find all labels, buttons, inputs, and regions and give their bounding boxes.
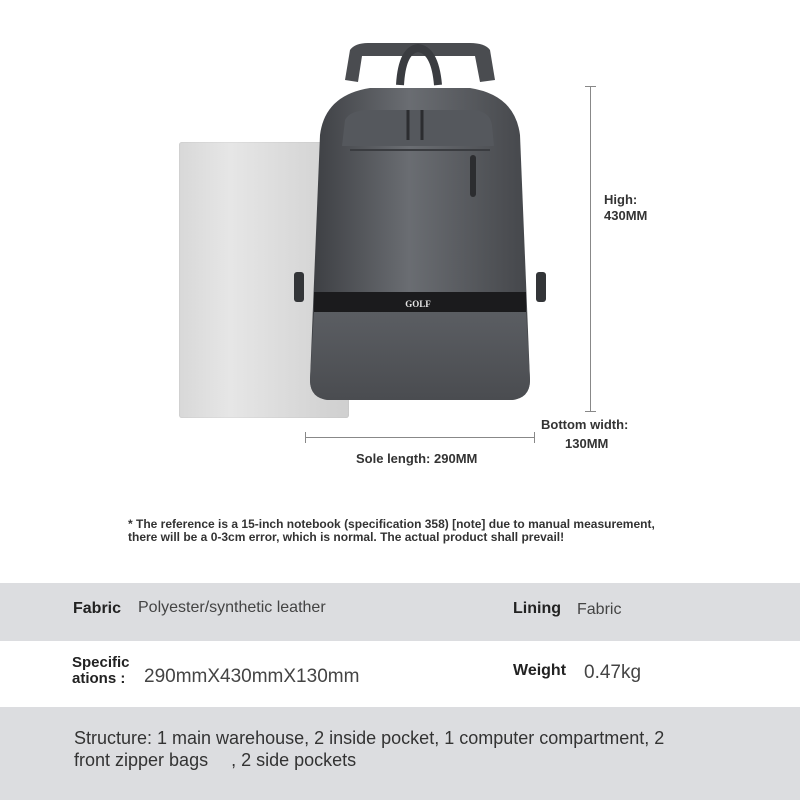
spec-row-fabric-lining [0,583,800,641]
specifications-label-line-1: Specific [72,654,130,671]
specifications-label-line-2: ations : [72,670,126,687]
note-line-1: * The reference is a 15-inch notebook (specification 358) [note] due to manual measurement, [128,517,655,531]
note-line-2: there will be a 0-3cm error, which is normal. The actual product shall prevail! [128,530,565,544]
logo-text: GOLF [405,299,431,309]
fabric-label: Fabric [73,600,122,617]
spec-row-size-weight [0,641,800,707]
sole-length-label: Sole length: 290MM [356,451,478,466]
structure-line-1: Structure: 1 main warehouse, 2 inside pocket, 1 computer compartment, 2 [74,728,665,748]
length-dimension-line [305,437,535,438]
bottom-width-label: Bottom width: [541,417,629,432]
specifications-label [72,655,130,687]
spec-row-structure [0,707,800,800]
lining-value: Fabric [577,601,622,618]
backpack-image [290,40,550,440]
weight-label: Weight [513,662,567,679]
specifications-value: 290mmX430mmX130mm [144,666,360,687]
structure-line-2: front zipper bags , 2 side pockets [74,750,357,770]
weight-value: 0.47kg [584,662,642,683]
length-dimension-cap-left [305,432,306,443]
fabric-value: Polyester/synthetic leather [138,599,326,616]
height-label: High: [604,192,638,207]
structure-text [74,727,774,771]
height-dimension-line [590,86,591,412]
height-dimension-cap-top [585,86,596,87]
lining-label: Lining [513,600,561,617]
height-dimension-cap-bottom [585,411,596,412]
measurement-note [128,518,728,544]
bottom-width-value: 130MM [565,436,609,451]
length-dimension-cap-right [534,432,535,443]
height-value: 430MM [604,208,648,223]
